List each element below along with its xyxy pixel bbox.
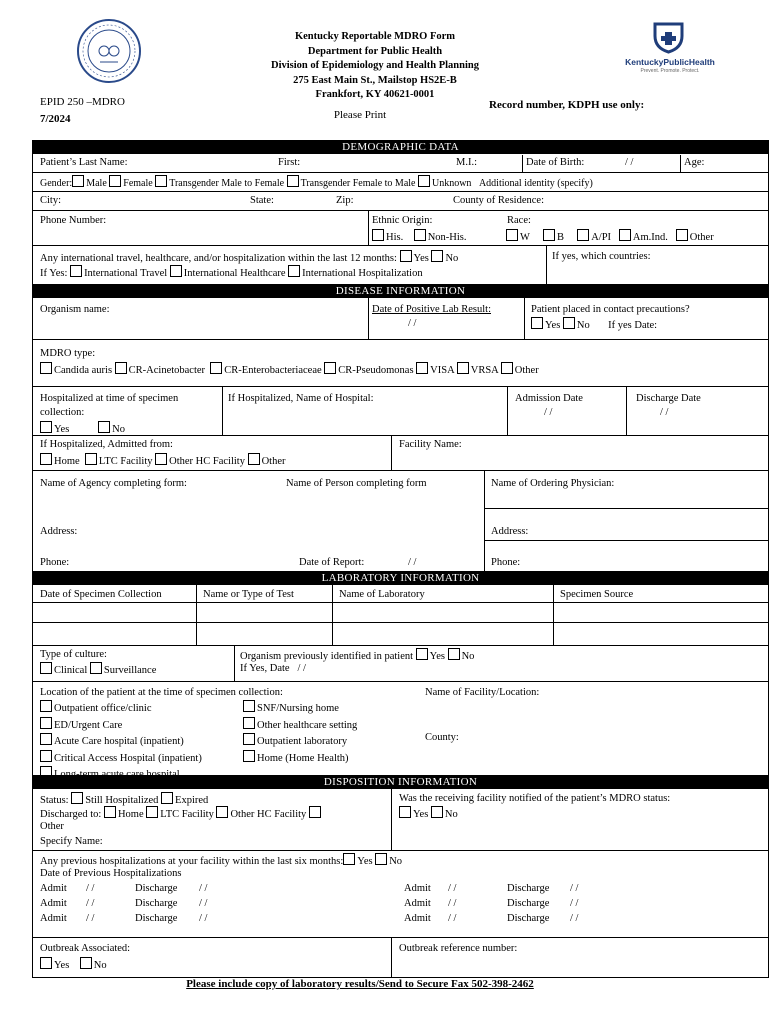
loc-outpatient-label: Outpatient office/clinic (54, 703, 152, 714)
rule (32, 245, 769, 246)
location-options-right (243, 700, 357, 766)
lab-col-source: Specimen Source (560, 589, 634, 600)
prev-hosp-yes-checkbox[interactable] (343, 853, 355, 865)
admit-label: Admit (40, 883, 67, 894)
kentucky-state-seal (76, 18, 142, 84)
divider (484, 470, 485, 571)
footer-fax-note: Please include copy of laboratory results/Send to Secure Fax 502-398-2462 (186, 978, 534, 990)
hosp-at-time-options (40, 421, 125, 436)
loc-acute-checkbox[interactable] (40, 733, 52, 745)
lab-col-collection-date: Date of Specimen Collection (40, 589, 162, 600)
status-label: Status: (40, 795, 69, 806)
report-date-slashes: / / (408, 557, 417, 568)
rule (32, 937, 769, 938)
precautions-no-checkbox[interactable] (563, 317, 575, 329)
section-laboratory: LABORATORY INFORMATION (32, 571, 769, 585)
admitted-home-checkbox[interactable] (40, 453, 52, 465)
travel-row (40, 250, 458, 265)
physician-phone-label[interactable]: Phone: (491, 557, 521, 568)
discharge-label: Discharge (135, 883, 178, 894)
prev-hosp-question: Any previous hospitalizations at your facility within the last six months: (40, 856, 344, 867)
trans-f2m-label: Transgender Female to Male (300, 178, 416, 189)
rule (32, 470, 769, 471)
notified-yes-checkbox[interactable] (399, 806, 411, 818)
discharge-label: Discharge (507, 898, 550, 909)
location-options-left (40, 700, 202, 783)
notified-no-label: No (444, 809, 458, 820)
title-line-2: Department for Public Health (307, 45, 443, 57)
section-disposition: DISPOSITION INFORMATION (32, 775, 769, 789)
loc-otherhc-checkbox[interactable] (243, 717, 255, 729)
mdro-other-label: Other (514, 365, 539, 376)
hosp-no-checkbox[interactable] (98, 421, 110, 433)
admitted-from-label: If Hospitalized, Admitted from: (40, 439, 173, 450)
organism-name-label[interactable]: Organism name: (40, 304, 110, 315)
mdro-type-options (40, 362, 539, 377)
admission-slashes: / / (544, 407, 553, 418)
admit-slashes: / / (448, 883, 457, 894)
still-hospitalized-label: Still Hospitalized (85, 795, 159, 806)
gender-label: Gender: (40, 178, 73, 189)
discharge-label: Discharge (507, 883, 550, 894)
rule (32, 850, 769, 851)
rule (484, 540, 769, 541)
loc-ed-checkbox[interactable] (40, 717, 52, 729)
disp-home-checkbox[interactable] (104, 806, 116, 818)
discharge-slashes: / / (660, 407, 669, 418)
race-other-label: Other (689, 232, 714, 243)
record-number-label: Record number, KDPH use only: (489, 99, 645, 111)
cr-acinetobacter-checkbox[interactable] (115, 362, 127, 374)
admit-slashes: / / (448, 898, 457, 909)
discharge-slashes: / / (570, 898, 579, 909)
positive-lab-slashes: / / (408, 318, 417, 329)
prev-hosp-no-checkbox[interactable] (375, 853, 387, 865)
lab-table-row[interactable] (33, 603, 768, 622)
expired-checkbox[interactable] (161, 792, 173, 804)
agency-address-label[interactable]: Address: (40, 526, 78, 537)
divider (522, 155, 523, 172)
precautions-label: Patient placed in contact precautions? (531, 304, 690, 315)
admit-label: Admit (404, 898, 431, 909)
disp-home-label: Home (117, 809, 144, 820)
surveillance-checkbox[interactable] (90, 662, 102, 674)
discharged-to-label: Discharged to: (40, 809, 102, 820)
divider (368, 210, 369, 245)
precautions-date-label[interactable]: If yes Date: (608, 320, 658, 331)
city-label[interactable]: City: (40, 195, 62, 206)
rule (32, 210, 769, 211)
race-b-label: B (557, 232, 565, 243)
cr-enterobacteriaceae-label: CR-Enterobacteriaceae (224, 365, 322, 376)
admitted-from-options (40, 453, 286, 468)
still-hospitalized-checkbox[interactable] (71, 792, 83, 804)
report-date-label[interactable]: Date of Report: (299, 557, 365, 568)
facility-location-label[interactable]: Name of Facility/Location: (425, 687, 540, 698)
travel-type-row (40, 265, 423, 280)
hosp-at-time-label: Hospitalized at time of specimen (40, 393, 179, 404)
hospital-name-label[interactable]: If Hospitalized, Name of Hospital: (228, 393, 374, 404)
divider (391, 789, 392, 850)
admit-slashes: / / (448, 913, 457, 924)
discharge-slashes: / / (570, 913, 579, 924)
intl-travel-label: International Travel (84, 268, 168, 279)
nonhis-label: Non-His. (427, 232, 467, 243)
loc-otherhc-label: Other healthcare setting (257, 719, 358, 731)
admit-label: Admit (40, 898, 67, 909)
loc-home-health-label: Home (Home Health) (257, 752, 349, 764)
title-line-3: Division of Epidemiology and Health Planning (270, 60, 479, 71)
physician-address-label[interactable]: Address: (491, 526, 529, 537)
county-residence-label[interactable]: County of Residence: (453, 195, 544, 206)
loc-home-health-checkbox[interactable] (243, 750, 255, 762)
section-demographic: DEMOGRAPHIC DATA (32, 140, 769, 154)
additional-identity-label[interactable]: Additional identity (specify) (478, 178, 593, 189)
prev-hosp-dates-label: Date of Previous Hospitalizations (40, 868, 182, 879)
trans-f2m-checkbox[interactable] (287, 175, 299, 187)
outbreak-yes-checkbox[interactable] (40, 957, 52, 969)
disp-ltc-label: LTC Facility (160, 809, 214, 820)
mdro-other-checkbox[interactable] (501, 362, 513, 374)
intl-health-label: International Healthcare (183, 268, 286, 279)
lab-col-laboratory: Name of Laboratory (339, 589, 425, 600)
specify-name-label[interactable]: Specify Name: (40, 836, 103, 847)
male-label: Male (86, 178, 107, 189)
notified-no-checkbox[interactable] (431, 806, 443, 818)
location-county-label[interactable]: County: (425, 732, 459, 743)
admit-slashes: / / (86, 883, 95, 894)
divider (234, 645, 235, 681)
lab-col-test: Name or Type of Test (203, 589, 294, 600)
divider (626, 386, 627, 435)
his-label: His. (386, 232, 404, 243)
intl-health-checkbox[interactable] (170, 265, 182, 277)
culture-type-label: Type of culture: (40, 649, 107, 660)
loc-outpatient-lab-checkbox[interactable] (243, 733, 255, 745)
dob-label[interactable]: Date of Birth: (526, 157, 585, 168)
clinical-label: Clinical (54, 665, 88, 676)
candida-checkbox[interactable] (40, 362, 52, 374)
rule (484, 508, 769, 509)
first-name-label[interactable]: First: (278, 157, 301, 168)
male-checkbox[interactable] (72, 175, 84, 187)
cr-pseudomonas-checkbox[interactable] (324, 362, 336, 374)
kdph-tagline: Prevent. Promote. Protect. (640, 68, 700, 74)
section-disease: DISEASE INFORMATION (32, 284, 769, 298)
loc-critical-label: Critical Access Hospital (inpatient) (54, 752, 202, 764)
hosp-collection-label: collection: (40, 407, 85, 418)
divider (680, 155, 681, 172)
disp-other-checkbox[interactable] (309, 806, 321, 818)
female-label: Female (123, 178, 153, 189)
dob-slashes: / / (625, 157, 634, 168)
countries-label[interactable]: If yes, which countries: (552, 251, 651, 262)
admission-date-label[interactable]: Admission Date (515, 393, 583, 404)
prev-ident-no-label: No (461, 651, 475, 662)
his-checkbox[interactable] (372, 229, 384, 241)
race-other-checkbox[interactable] (676, 229, 688, 241)
loc-snf-checkbox[interactable] (243, 700, 255, 712)
outbreak-no-label: No (93, 960, 107, 971)
outbreak-ref-label[interactable]: Outbreak reference number: (399, 943, 518, 954)
zip-label[interactable]: Zip: (336, 195, 354, 206)
precautions-options (531, 317, 657, 332)
person-completing-label[interactable]: Name of Person completing form (286, 478, 427, 489)
divider (507, 386, 508, 435)
phone-number-label[interactable]: Phone Number: (40, 215, 107, 226)
status-row (40, 792, 208, 807)
admitted-home-label: Home (54, 456, 80, 467)
outbreak-label: Outbreak Associated: (40, 943, 131, 954)
loc-snf-label: SNF/Nursing home (257, 703, 339, 714)
ethnic-origin-label: Ethnic Origin: (372, 215, 433, 226)
location-question: Location of the patient at the time of specimen collection: (40, 687, 283, 698)
intl-hosp-label: International Hospitalization (302, 268, 423, 279)
hosp-no-label: No (112, 424, 125, 435)
race-w-checkbox[interactable] (506, 229, 518, 241)
frame-left (32, 140, 33, 978)
visa-label: VISA (430, 365, 455, 376)
race-amind-label: Am.Ind. (632, 232, 668, 243)
vrsa-checkbox[interactable] (457, 362, 469, 374)
admitted-other-label: Other (261, 456, 286, 467)
discharge-date-label[interactable]: Discharge Date (636, 393, 701, 404)
loc-acute-label: Acute Care hospital (inpatient) (54, 736, 184, 747)
hosp-yes-label: Yes (54, 424, 70, 435)
travel-no-checkbox[interactable] (431, 250, 443, 262)
travel-yes-checkbox[interactable] (400, 250, 412, 262)
prev-ident-row (240, 648, 474, 663)
divider (391, 937, 392, 977)
prev-hosp-no-label: No (389, 856, 403, 867)
notified-options (399, 806, 458, 821)
race-amind-checkbox[interactable] (619, 229, 631, 241)
admit-slashes: / / (86, 898, 95, 909)
prev-ident-date-row (240, 662, 306, 675)
candida-label: Candida auris (54, 365, 113, 376)
race-b-checkbox[interactable] (543, 229, 555, 241)
lab-table-row[interactable] (33, 623, 768, 644)
please-print: Please Print (333, 109, 387, 121)
facility-name-label[interactable]: Facility Name: (399, 439, 462, 450)
prev-hosp-yes-label: Yes (357, 856, 373, 867)
prev-ident-no-checkbox[interactable] (448, 648, 460, 660)
discharge-label: Discharge (135, 913, 178, 924)
travel-question: Any international travel, healthcare, and/or hospitalization within the last 12 months: (40, 253, 397, 264)
divider (524, 298, 525, 339)
admitted-otherhc-label: Other HC Facility (169, 456, 245, 467)
discharged-to-row (40, 806, 323, 821)
rule (32, 339, 769, 340)
divider (546, 245, 547, 284)
loc-outpatient-checkbox[interactable] (40, 700, 52, 712)
rule (32, 645, 769, 646)
intl-hosp-checkbox[interactable] (288, 265, 300, 277)
rule (32, 681, 769, 682)
admitted-ltc-label: LTC Facility (98, 456, 153, 467)
rule (32, 191, 769, 192)
visa-checkbox[interactable] (416, 362, 428, 374)
outbreak-no-checkbox[interactable] (80, 957, 92, 969)
admit-label: Admit (404, 883, 431, 894)
expired-label: Expired (175, 795, 209, 806)
culture-options (40, 662, 156, 677)
discharge-label: Discharge (507, 913, 550, 924)
discharge-label: Discharge (135, 898, 178, 909)
prev-ident-label: Organism previously identified in patient (240, 651, 414, 662)
race-options (506, 229, 714, 244)
if-yes-label: If Yes: (40, 268, 68, 279)
discharge-slashes: / / (570, 883, 579, 894)
loc-critical-checkbox[interactable] (40, 750, 52, 762)
surveillance-label: Surveillance (103, 665, 157, 676)
outbreak-yes-label: Yes (54, 960, 70, 971)
rule (32, 172, 769, 173)
epid-code: EPID 250 –MDRO (40, 96, 125, 108)
admit-label: Admit (40, 913, 67, 924)
rule (32, 386, 769, 387)
frame-right (768, 140, 769, 978)
travel-yes-label: Yes (413, 253, 429, 264)
age-label[interactable]: Age: (684, 157, 705, 168)
admitted-ltc-checkbox[interactable] (85, 453, 97, 465)
trans-m2f-label: Transgender Male to Female (169, 178, 285, 189)
mdro-type-label: MDRO type: (40, 348, 96, 359)
kdph-logo (610, 22, 730, 74)
nonhis-checkbox[interactable] (414, 229, 426, 241)
precautions-yes-label: Yes (545, 320, 561, 331)
prev-ident-date-label[interactable]: If Yes, Date (240, 663, 290, 674)
title-line-1: Kentucky Reportable MDRO Form (294, 31, 456, 42)
discharge-slashes: / / (199, 898, 208, 909)
mi-label[interactable]: M.I.: (456, 157, 477, 168)
hosp-yes-checkbox[interactable] (40, 421, 52, 433)
admitted-otherhc-checkbox[interactable] (155, 453, 167, 465)
title-line-4: 275 East Main St., Mailstop HS2E-B (293, 74, 457, 86)
form-title-block (240, 30, 510, 103)
state-label[interactable]: State: (250, 195, 274, 206)
kdph-logo-text: KentuckyPublicHealth (625, 57, 715, 67)
loc-ed-label: ED/Urgent Care (54, 719, 123, 731)
gender-row (40, 175, 593, 190)
vrsa-label: VRSA (470, 365, 499, 376)
cr-acinetobacter-label: CR-Acinetobacter (128, 365, 206, 376)
notified-question: Was the receiving facility notified of the patient’s MDRO status: (399, 793, 671, 804)
clinical-checkbox[interactable] (40, 662, 52, 674)
cr-enterobacteriaceae-checkbox[interactable] (210, 362, 222, 374)
discharge-slashes: / / (199, 913, 208, 924)
race-w-label: W (520, 232, 530, 243)
travel-no-label: No (445, 253, 459, 264)
admitted-other-checkbox[interactable] (248, 453, 260, 465)
positive-lab-label[interactable]: Date of Positive Lab Result: (372, 304, 491, 315)
agency-phone-label[interactable]: Phone: (40, 557, 70, 568)
prev-ident-yes-label: Yes (429, 651, 445, 662)
discharge-slashes: / / (199, 883, 208, 894)
loc-outpatient-lab-label: Outpatient laboratory (257, 736, 348, 747)
prev-hosp-row (40, 853, 402, 868)
female-checkbox[interactable] (109, 175, 121, 187)
race-label: Race: (507, 215, 531, 226)
race-api-label: A/PI (591, 232, 612, 243)
title-line-5: Frankfort, KY 40621-0001 (315, 89, 435, 100)
cr-pseudomonas-label: CR-Pseudomonas (338, 365, 414, 376)
divider (391, 435, 392, 470)
intl-travel-checkbox[interactable] (70, 265, 82, 277)
last-name-label[interactable]: Patient’s Last Name: (40, 157, 128, 168)
precautions-no-label: No (576, 320, 590, 331)
rule (32, 435, 769, 436)
disp-otherhc-checkbox[interactable] (216, 806, 228, 818)
outbreak-options (40, 957, 107, 972)
agency-label[interactable]: Name of Agency completing form: (40, 478, 187, 489)
precautions-yes-checkbox[interactable] (531, 317, 543, 329)
unknown-checkbox[interactable] (418, 175, 430, 187)
disp-other-label: Other (40, 821, 64, 832)
ethnic-options (372, 229, 467, 244)
trans-m2f-checkbox[interactable] (155, 175, 167, 187)
disp-ltc-checkbox[interactable] (146, 806, 158, 818)
divider (222, 386, 223, 435)
ordering-physician-label[interactable]: Name of Ordering Physician: (491, 478, 615, 489)
admit-slashes: / / (86, 913, 95, 924)
prev-ident-slashes: / / (297, 663, 306, 674)
prev-ident-yes-checkbox[interactable] (416, 648, 428, 660)
unknown-label: Unknown (431, 178, 472, 189)
race-api-checkbox[interactable] (577, 229, 589, 241)
disp-otherhc-label: Other HC Facility (230, 809, 307, 820)
divider (368, 298, 369, 339)
notified-yes-label: Yes (413, 809, 429, 820)
form-date: 7/2024 (40, 113, 71, 125)
admit-label: Admit (404, 913, 431, 924)
